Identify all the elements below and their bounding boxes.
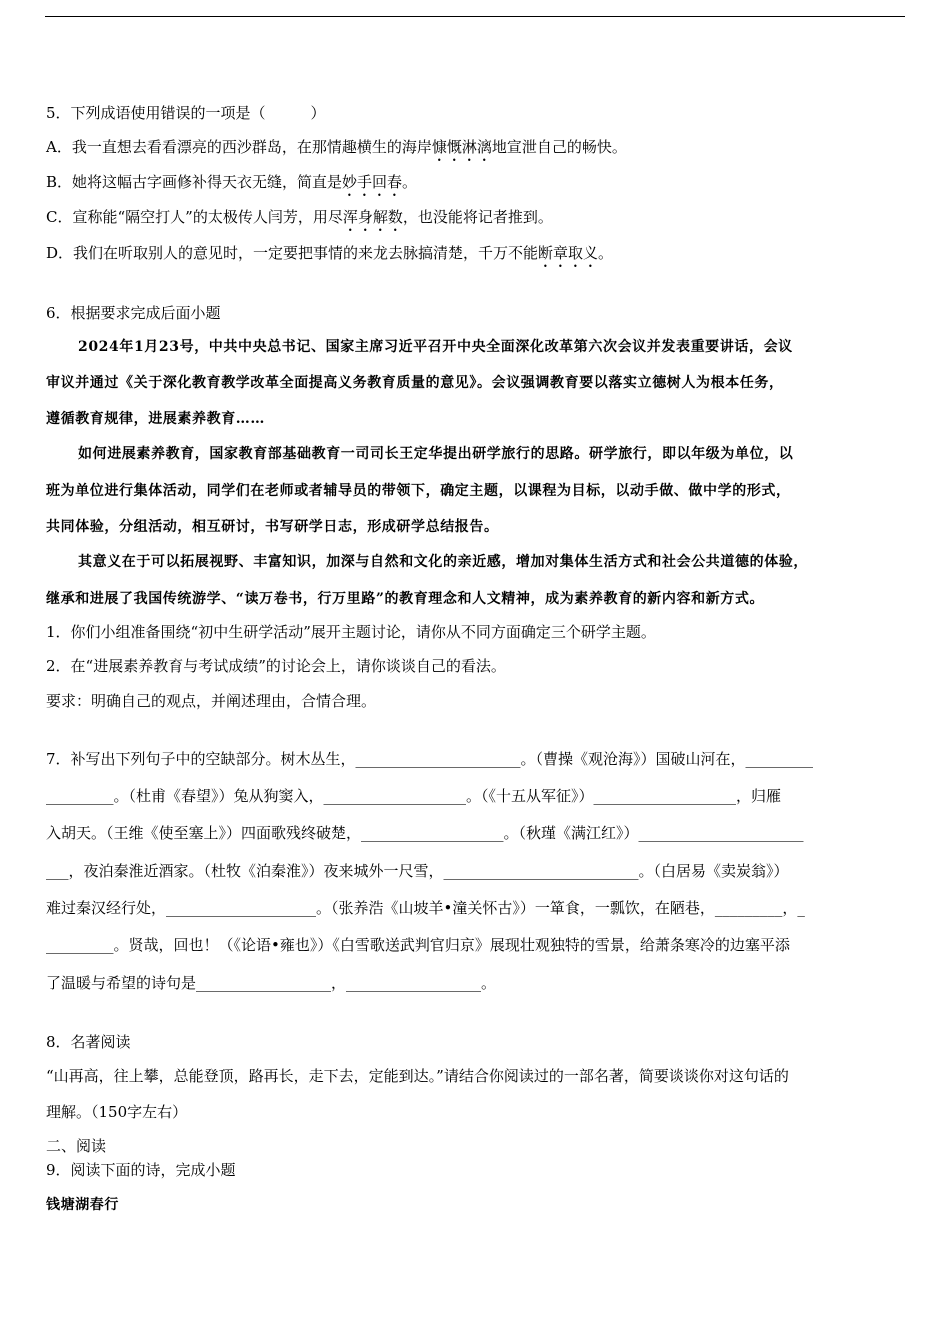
q7-line: 7．补写出下列句子中的空缺部分。树木丛生，______________________。（曹操《观沧海》）国破山河在，_________ xyxy=(46,750,814,768)
q6-passage-line: 如何进展素养教育，国家教育部基础教育一司司长王定华提出研学旅行的思路。研学旅行，即以年级为单位，以 xyxy=(78,446,794,462)
q5-stem: 5．下列成语使用错误的一项是（ ） xyxy=(46,104,326,122)
q8-stem: 8．名著阅读 xyxy=(46,1033,131,1051)
q6-task-1: 1．你们小组准备围绕“初中生研学活动”展开主题讨论，请你从不同方面确定三个研学主题。 xyxy=(46,623,656,641)
q7-line: ___，夜泊秦淮近酒家。（杜牧《泊秦淮》）夜来城外一尺雪，__________________________。（白居易《卖炭翁》） xyxy=(46,862,789,880)
q6-passage-line: 共同体验，分组活动，相互研讨，书写研学日志，形成研学总结报告。 xyxy=(46,519,499,535)
q5-a-idiom: 慷慨淋漓 xyxy=(431,138,492,156)
q7-line: 了温暖与希望的诗句是__________________，__________________。 xyxy=(46,974,497,992)
q6-passage-line: 遵循教育规律，进展素养教育…… xyxy=(46,411,265,427)
q6-task-2: 2．在“进展素养教育与考试成绩”的讨论会上，请你谈谈自己的看法。 xyxy=(46,657,506,675)
q5-option-b: B．她将这幅古字画修补得天衣无缝，简直是妙手回春。 xyxy=(46,173,418,191)
header-rule xyxy=(45,16,905,17)
poem-title: 钱塘湖春行 xyxy=(46,1197,119,1213)
q6-passage-line: 班为单位进行集体活动，同学们在老师或者辅导员的带领下，确定主题，以课程为目标，以动手做、做中学的形式， xyxy=(46,483,791,499)
q6-passage-line: 2024年1月23号，中共中央总书记、国家主席习近平召开中央全面深化改革第六次会议并发表重要讲话，会议 xyxy=(78,339,793,355)
q5-option-c: C．宣称能“隔空打人”的太极传人闫芳，用尽浑身解数，也没能将记者推到。 xyxy=(46,208,553,226)
q7-line: _________。（杜甫《春望》）兔从狗窦入，___________________。（《十五从军征》）___________________，归雁 xyxy=(46,787,782,805)
q5-b-idiom: 妙手回春 xyxy=(342,173,403,191)
q6-passage-line: 审议并通过《关于深化教育教学改革全面提高义务教育质量的意见》。会议强调教育要以落实立德树人为根本任务， xyxy=(46,375,784,391)
q9-stem: 9．阅读下面的诗，完成小题 xyxy=(46,1161,236,1179)
q6-stem: 6．根据要求完成后面小题 xyxy=(46,304,221,322)
q8-body: 理解。（150字左右） xyxy=(46,1103,188,1121)
q5-option-d: D．我们在听取别人的意见时，一定要把事情的来龙去脉搞清楚，千万不能断章取义。 xyxy=(46,244,614,262)
q8-body: “山再高，往上攀，总能登顶，路再长，走下去，定能到达。”请结合你阅读过的一部名著，简要谈谈你对这句话的 xyxy=(46,1067,789,1085)
q5-d-idiom: 断章取义 xyxy=(538,244,599,262)
q7-line: 难过秦汉经行处，____________________。（张养浩《山坡羊•潼关怀古》）一箪食，一瓢饮，在陋巷，_________，_ xyxy=(46,899,805,917)
q6-passage-line: 其意义在于可以拓展视野、丰富知识，加深与自然和文化的亲近感，增加对集体生活方式和社会公共道德的体验， xyxy=(78,554,808,570)
q6-requirement: 要求：明确自己的观点，并阐述理由，合情合理。 xyxy=(46,692,377,710)
q5-c-idiom: 浑身解数 xyxy=(342,208,403,226)
q6-passage-line: 继承和进展了我国传统游学、“读万卷书，行万里路”的教育理念和人文精神，成为素养教育的新内容和新方式。 xyxy=(46,591,765,607)
q7-line: 入胡天。（王维《使至塞上》）四面歌残终破楚，___________________。（秋瑾《满江红》）______________________ xyxy=(46,824,804,842)
q5-option-a: A．我一直想去看看漂亮的西沙群岛，在那情趣横生的海岸慷慨淋漓地宣泄自己的畅快。 xyxy=(46,138,627,156)
section-heading: 二、阅读 xyxy=(46,1137,107,1155)
q7-line: _________。贤哉，回也！（《论语•雍也》）《白雪歌送武判官归京》展现壮观独特的雪景，给萧条寒冷的边塞平添 xyxy=(46,936,790,954)
